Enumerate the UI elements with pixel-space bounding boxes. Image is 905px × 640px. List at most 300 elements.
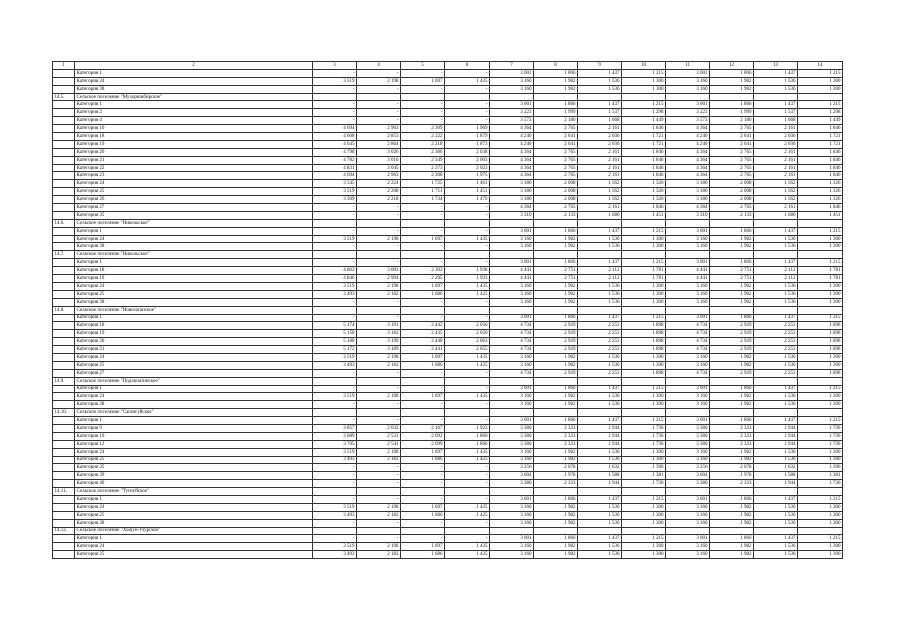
row-number-cell: [53, 267, 75, 275]
value-cell: 4 798: [313, 148, 357, 156]
value-cell: 1 982: [534, 511, 578, 519]
value-cell: 2 765: [710, 125, 754, 133]
value-cell: 4 645: [313, 140, 357, 148]
table-row: [53, 85, 843, 93]
value-cell: -: [445, 85, 490, 93]
value-cell: -: [445, 101, 490, 109]
value-cell: 3 199: [357, 338, 401, 346]
value-cell: 3 160: [490, 85, 534, 93]
value-cell: 2 198: [357, 448, 401, 456]
value-cell: 2 182: [357, 361, 401, 369]
empty-cell: [445, 377, 490, 385]
empty-cell: [445, 488, 490, 496]
row-number-cell: [53, 424, 75, 432]
value-cell: 1 734: [401, 196, 445, 204]
value-cell: 5 188: [313, 338, 357, 346]
column-number-cell: 3: [313, 62, 357, 70]
value-cell: 3 186: [490, 188, 534, 196]
value-cell: 4 364: [490, 172, 534, 180]
value-cell: 2 929: [710, 322, 754, 330]
value-cell: -: [445, 204, 490, 212]
table-row: [53, 180, 843, 188]
value-cell: 3 191: [357, 322, 401, 330]
value-cell: 1 632: [754, 464, 798, 472]
value-cell: 3 519: [313, 353, 357, 361]
value-cell: 1 982: [534, 298, 578, 306]
value-cell: 1 451: [622, 211, 666, 219]
table-row: [53, 495, 843, 503]
value-cell: 4 364: [666, 172, 710, 180]
row-number-cell: 14.9.: [53, 377, 75, 385]
value-cell: 2 008: [534, 196, 578, 204]
settlement-name-cell: Сельское поселение "Тугнуйское": [75, 488, 313, 496]
row-number-cell: [53, 543, 75, 551]
value-cell: 3 160: [666, 353, 710, 361]
table-row: [53, 385, 843, 393]
value-cell: -: [401, 109, 445, 117]
value-cell: 2 056: [445, 322, 490, 330]
category-name-cell: Категория 18: [75, 133, 313, 141]
table-row: [53, 164, 843, 172]
value-cell: 1 982: [710, 393, 754, 401]
category-name-cell: Категория 27: [75, 204, 313, 212]
value-cell: 2 112: [578, 275, 622, 283]
row-number-cell: [53, 164, 75, 172]
category-name-cell: Категория 24: [75, 393, 313, 401]
value-cell: 2 198: [357, 235, 401, 243]
table-row: [53, 140, 843, 148]
value-cell: 2 963: [357, 125, 401, 133]
row-number-cell: [53, 393, 75, 401]
value-cell: 1 944: [754, 432, 798, 440]
value-cell: 3 160: [666, 282, 710, 290]
value-cell: 3 573: [666, 117, 710, 125]
column-number-cell: 8: [534, 62, 578, 70]
empty-cell: [401, 409, 445, 417]
empty-cell: [798, 251, 843, 259]
value-cell: 1 697: [401, 77, 445, 85]
value-cell: 3 493: [313, 361, 357, 369]
value-cell: -: [445, 417, 490, 425]
empty-cell: [754, 527, 798, 535]
empty-cell: [401, 251, 445, 259]
value-cell: 1 536: [754, 353, 798, 361]
value-cell: 1 982: [710, 282, 754, 290]
category-name-cell: Категория 1: [75, 314, 313, 322]
value-cell: 2 112: [578, 267, 622, 275]
value-cell: 1 562: [754, 180, 798, 188]
value-cell: 3 004: [490, 472, 534, 480]
category-name-cell: Категория 27: [75, 369, 313, 377]
value-cell: 1 437: [754, 227, 798, 235]
row-number-cell: 14.5.: [53, 93, 75, 101]
value-cell: 2 092: [401, 432, 445, 440]
category-name-cell: Категория 24: [75, 282, 313, 290]
row-number-cell: [53, 235, 75, 243]
value-cell: 2 765: [534, 148, 578, 156]
value-cell: 1 982: [534, 503, 578, 511]
value-cell: 2 078: [710, 464, 754, 472]
value-cell: 2 167: [401, 424, 445, 432]
value-cell: -: [357, 401, 401, 409]
value-cell: 2 448: [401, 338, 445, 346]
category-name-cell: Категория 23: [75, 172, 313, 180]
value-cell: 1 536: [578, 448, 622, 456]
value-cell: -: [401, 227, 445, 235]
empty-cell: [534, 377, 578, 385]
value-cell: 3 160: [490, 448, 534, 456]
value-cell: 2 751: [534, 267, 578, 275]
section-row: [53, 251, 843, 259]
value-cell: 1 898: [798, 338, 843, 346]
value-cell: -: [401, 519, 445, 527]
table-row: [53, 417, 843, 425]
value-cell: 1 536: [754, 456, 798, 464]
value-cell: 2 302: [401, 267, 445, 275]
table-row: [53, 148, 843, 156]
value-cell: 2 050: [445, 330, 490, 338]
empty-cell: [578, 93, 622, 101]
value-cell: 2 099: [401, 440, 445, 448]
value-cell: 3 160: [490, 551, 534, 559]
value-cell: 1 944: [578, 432, 622, 440]
value-cell: 3 493: [313, 511, 357, 519]
empty-cell: [357, 377, 401, 385]
value-cell: 3 160: [666, 511, 710, 519]
value-cell: 1 300: [798, 551, 843, 559]
value-cell: 2 161: [578, 156, 622, 164]
table-row: [53, 172, 843, 180]
value-cell: 1 562: [578, 196, 622, 204]
value-cell: 2 333: [534, 432, 578, 440]
value-cell: 1 982: [534, 282, 578, 290]
value-cell: 3 160: [666, 77, 710, 85]
value-cell: -: [401, 369, 445, 377]
value-cell: -: [401, 401, 445, 409]
empty-cell: [710, 488, 754, 496]
value-cell: -: [313, 480, 357, 488]
value-cell: 2 208: [357, 188, 401, 196]
value-cell: 2 008: [710, 196, 754, 204]
category-name-cell: Категория 1: [75, 69, 313, 77]
value-cell: 2 198: [357, 282, 401, 290]
value-cell: 2 632: [357, 424, 401, 432]
value-cell: 2 036: [578, 140, 622, 148]
value-cell: 1 982: [534, 361, 578, 369]
value-cell: 1 982: [710, 243, 754, 251]
category-name-cell: Категория 24: [75, 543, 313, 551]
category-name-cell: Категория 38: [75, 519, 313, 527]
value-cell: -: [313, 243, 357, 251]
table-body: [53, 62, 843, 559]
value-cell: -: [401, 259, 445, 267]
value-cell: 1 866: [710, 495, 754, 503]
value-cell: 1 536: [578, 511, 622, 519]
value-cell: 1 435: [445, 235, 490, 243]
value-cell: 1 381: [798, 472, 843, 480]
empty-cell: [578, 251, 622, 259]
value-cell: 3 001: [490, 314, 534, 322]
value-cell: 1 866: [710, 535, 754, 543]
value-cell: 2 222: [401, 133, 445, 141]
value-cell: 3 182: [357, 330, 401, 338]
value-cell: 1 536: [578, 543, 622, 551]
value-cell: 1 982: [534, 243, 578, 251]
value-cell: -: [401, 298, 445, 306]
value-cell: 2 765: [534, 125, 578, 133]
value-cell: -: [357, 417, 401, 425]
value-cell: 1 721: [798, 133, 843, 141]
value-cell: 1 425: [445, 361, 490, 369]
value-cell: 1 873: [445, 140, 490, 148]
value-cell: 2 161: [578, 172, 622, 180]
value-cell: 1 969: [445, 125, 490, 133]
value-cell: 3 380: [490, 432, 534, 440]
value-cell: -: [357, 298, 401, 306]
row-number-cell: [53, 361, 75, 369]
row-number-cell: [53, 211, 75, 219]
row-number-cell: [53, 180, 75, 188]
value-cell: 1 536: [754, 551, 798, 559]
value-cell: 1 215: [798, 227, 843, 235]
empty-cell: [666, 527, 710, 535]
row-number-cell: [53, 204, 75, 212]
value-cell: 2 253: [578, 338, 622, 346]
value-cell: 1 721: [622, 133, 666, 141]
value-cell: 4 734: [666, 338, 710, 346]
value-cell: 2 180: [534, 117, 578, 125]
row-number-cell: [53, 432, 75, 440]
value-cell: -: [313, 101, 357, 109]
value-cell: -: [357, 369, 401, 377]
value-cell: 3 160: [490, 543, 534, 551]
value-cell: 1 300: [798, 519, 843, 527]
value-cell: 3 001: [666, 535, 710, 543]
row-number-cell: [53, 125, 75, 133]
category-name-cell: Категория 22: [75, 164, 313, 172]
value-cell: 3 189: [357, 346, 401, 354]
value-cell: 1 536: [754, 393, 798, 401]
row-number-cell: [53, 369, 75, 377]
value-cell: 3 380: [490, 424, 534, 432]
value-cell: 3 519: [313, 503, 357, 511]
section-row: [53, 409, 843, 417]
value-cell: 2 295: [401, 275, 445, 283]
value-cell: 3 160: [490, 393, 534, 401]
empty-cell: [798, 409, 843, 417]
value-cell: -: [401, 417, 445, 425]
value-cell: 2 349: [401, 156, 445, 164]
category-name-cell: Категория 20: [75, 148, 313, 156]
category-name-cell: Категория 1: [75, 227, 313, 235]
value-cell: 3 001: [666, 495, 710, 503]
table-row: [53, 543, 843, 551]
value-cell: 1 866: [534, 227, 578, 235]
value-cell: 3 016: [357, 156, 401, 164]
empty-cell: [445, 93, 490, 101]
value-cell: 2 161: [754, 125, 798, 133]
value-cell: -: [401, 314, 445, 322]
value-cell: -: [357, 314, 401, 322]
value-cell: 3 001: [666, 385, 710, 393]
category-name-cell: Категория 24: [75, 448, 313, 456]
row-number-cell: [53, 148, 75, 156]
table-row: [53, 511, 843, 519]
value-cell: 1 215: [622, 495, 666, 503]
table-row: [53, 472, 843, 480]
value-cell: 3 160: [490, 353, 534, 361]
value-cell: -: [445, 480, 490, 488]
category-name-cell: Категория 24: [75, 353, 313, 361]
value-cell: 1 437: [754, 495, 798, 503]
empty-cell: [578, 409, 622, 417]
value-cell: 1 982: [710, 511, 754, 519]
value-cell: 3 380: [666, 480, 710, 488]
empty-cell: [622, 219, 666, 227]
column-number-cell: 12: [710, 62, 754, 70]
value-cell: 2 112: [754, 267, 798, 275]
value-cell: 2 182: [357, 511, 401, 519]
value-cell: 1 437: [754, 69, 798, 77]
value-cell: 4 846: [313, 275, 357, 283]
row-number-cell: [53, 472, 75, 480]
value-cell: 3 001: [666, 227, 710, 235]
value-cell: 1 846: [798, 156, 843, 164]
value-cell: 1 736: [798, 424, 843, 432]
value-cell: -: [357, 204, 401, 212]
empty-cell: [754, 488, 798, 496]
value-cell: 2 078: [534, 464, 578, 472]
table-row: [53, 227, 843, 235]
value-cell: 2 765: [710, 148, 754, 156]
value-cell: 4 364: [490, 148, 534, 156]
table-row: [53, 259, 843, 267]
value-cell: 1 982: [534, 401, 578, 409]
value-cell: 1 396: [798, 464, 843, 472]
table-row: [53, 196, 843, 204]
value-cell: -: [445, 472, 490, 480]
value-cell: 2 765: [710, 172, 754, 180]
value-cell: 3 160: [490, 290, 534, 298]
value-cell: 1 536: [578, 85, 622, 93]
value-cell: 3 001: [490, 101, 534, 109]
value-cell: 1 536: [578, 503, 622, 511]
empty-cell: [798, 219, 843, 227]
value-cell: 1 326: [622, 188, 666, 196]
empty-cell: [490, 219, 534, 227]
value-cell: 1 437: [754, 385, 798, 393]
value-cell: 1 470: [445, 196, 490, 204]
value-cell: 1 300: [798, 290, 843, 298]
value-cell: 1 536: [578, 243, 622, 251]
value-cell: 1 866: [534, 101, 578, 109]
value-cell: 1 536: [578, 235, 622, 243]
value-cell: -: [357, 227, 401, 235]
value-cell: 4 734: [666, 369, 710, 377]
value-cell: 1 736: [798, 440, 843, 448]
value-cell: 1 300: [622, 298, 666, 306]
value-cell: 3 160: [490, 243, 534, 251]
row-number-cell: [53, 109, 75, 117]
value-cell: 5 158: [313, 330, 357, 338]
value-cell: 1 736: [622, 432, 666, 440]
table-row: [53, 290, 843, 298]
value-cell: 1 879: [445, 133, 490, 141]
value-cell: 1 326: [798, 188, 843, 196]
value-cell: 2 253: [578, 330, 622, 338]
value-cell: 1 866: [534, 314, 578, 322]
value-cell: 1 697: [401, 503, 445, 511]
value-cell: 4 364: [666, 148, 710, 156]
value-cell: 4 441: [490, 267, 534, 275]
value-cell: 2 929: [710, 369, 754, 377]
category-name-cell: Категория 24: [75, 235, 313, 243]
table-row: [53, 275, 843, 283]
value-cell: -: [357, 85, 401, 93]
row-number-cell: [53, 196, 75, 204]
empty-cell: [490, 93, 534, 101]
empty-cell: [666, 409, 710, 417]
value-cell: 3 509: [313, 196, 357, 204]
value-cell: 4 364: [666, 125, 710, 133]
value-cell: -: [357, 495, 401, 503]
value-cell: -: [357, 243, 401, 251]
category-name-cell: Категория 38: [75, 298, 313, 306]
value-cell: 2 929: [710, 330, 754, 338]
value-cell: 2 386: [401, 148, 445, 156]
row-number-cell: [53, 101, 75, 109]
value-cell: 4 668: [313, 133, 357, 141]
value-cell: 1 300: [798, 448, 843, 456]
value-cell: 1 435: [445, 353, 490, 361]
value-cell: 1 978: [710, 472, 754, 480]
value-cell: 1 982: [710, 290, 754, 298]
value-cell: 1 300: [798, 85, 843, 93]
section-row: [53, 488, 843, 496]
value-cell: 1 898: [798, 346, 843, 354]
row-number-cell: [53, 140, 75, 148]
value-cell: 1 944: [578, 424, 622, 432]
value-cell: -: [313, 85, 357, 93]
empty-cell: [754, 93, 798, 101]
value-cell: -: [401, 243, 445, 251]
value-cell: 1 944: [578, 480, 622, 488]
value-cell: 3 001: [666, 101, 710, 109]
value-cell: 3 186: [666, 196, 710, 204]
value-cell: 3 493: [313, 456, 357, 464]
value-cell: 2 218: [401, 140, 445, 148]
value-cell: 2 253: [754, 322, 798, 330]
category-name-cell: Категория 19: [75, 330, 313, 338]
value-cell: 3 160: [490, 401, 534, 409]
empty-cell: [622, 93, 666, 101]
column-number-cell: 5: [401, 62, 445, 70]
value-cell: 1 686: [401, 290, 445, 298]
value-cell: 1 215: [798, 495, 843, 503]
value-cell: 1 866: [534, 385, 578, 393]
value-cell: -: [357, 385, 401, 393]
value-cell: 1 736: [622, 424, 666, 432]
value-cell: 4 734: [666, 322, 710, 330]
value-cell: 1 300: [798, 503, 843, 511]
row-number-cell: 14.12.: [53, 527, 75, 535]
category-name-cell: Категория 20: [75, 338, 313, 346]
table-row: [53, 330, 843, 338]
value-cell: 3 256: [666, 464, 710, 472]
empty-cell: [622, 377, 666, 385]
value-cell: 2 929: [710, 346, 754, 354]
value-cell: 4 782: [313, 156, 357, 164]
